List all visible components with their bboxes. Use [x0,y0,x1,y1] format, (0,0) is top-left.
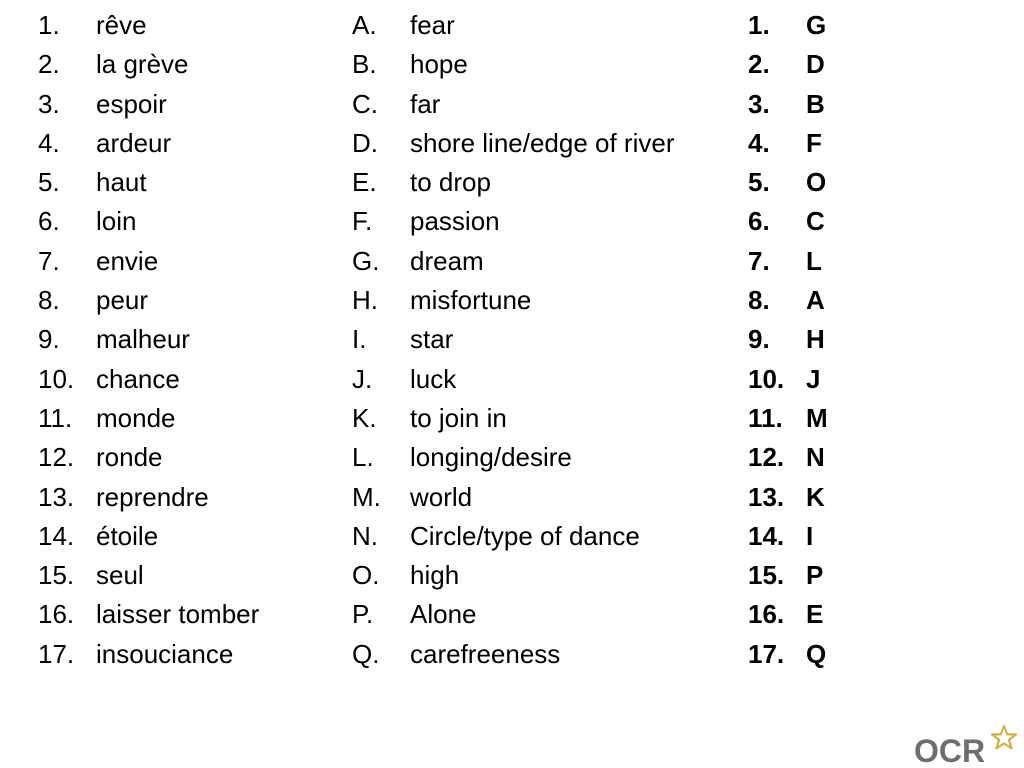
answer-item [748,85,868,124]
answer-item [748,635,868,674]
french-word-item [38,556,338,595]
french-word: rêve [96,10,147,40]
answer-letter: M [806,402,828,433]
item-letter: L. [352,442,374,473]
answer-item [748,438,868,477]
item-letter: J. [352,363,373,394]
english-meaning: star [410,324,454,355]
answer-number: 16. [748,599,785,630]
french-word: la grève [96,49,189,80]
french-word: chance [96,363,180,394]
item-number: 2. [38,49,60,80]
answer-letter: F [806,127,822,158]
answer-item [748,556,868,595]
english-meaning: longing/desire [410,442,572,473]
answer-item [748,124,868,163]
english-meaning: fear [410,10,455,40]
answer-number: 8. [748,285,770,316]
french-word-item [38,6,338,45]
english-meaning-item [352,281,732,320]
english-meaning: passion [410,206,500,237]
english-meaning-item [352,635,732,674]
item-number: 15. [38,560,75,591]
french-word: étoile [96,520,159,551]
answer-letter: A [806,285,825,316]
answer-item [748,360,868,399]
english-meaning: hope [410,49,468,80]
french-word: peur [96,285,149,316]
english-meaning-list [352,6,732,674]
answer-item [748,399,868,438]
french-word: espoir [96,88,167,119]
english-meaning: Alone [410,599,477,630]
answer-number: 2. [748,49,770,80]
answer-key-list [748,6,868,674]
answer-number: 3. [748,88,770,119]
english-meaning-item [352,45,732,84]
answer-letter: H [806,324,825,355]
answer-item [748,595,868,634]
english-meaning-item [352,242,732,281]
english-meaning-item [352,320,732,359]
item-number: 16. [38,599,75,630]
french-word-item [38,517,338,556]
french-word: seul [96,560,144,591]
item-letter: P. [352,599,374,630]
french-word: ronde [96,442,163,473]
item-number: 5. [38,167,60,198]
french-word-item [38,438,338,477]
answer-number: 13. [748,481,785,512]
english-meaning: high [410,560,460,591]
answer-item [748,45,868,84]
french-word: insouciance [96,638,234,669]
answer-number: 1. [748,10,770,40]
answer-letter: B [806,88,825,119]
item-number: 12. [38,442,75,473]
item-letter: Q. [352,638,380,669]
answer-letter: N [806,442,825,473]
item-number: 17. [38,638,75,669]
item-number: 8. [38,285,60,316]
english-meaning-item [352,399,732,438]
french-word-item [38,281,338,320]
answer-number: 12. [748,442,785,473]
item-number: 11. [38,402,73,433]
french-word: haut [96,167,147,198]
item-letter: E. [352,167,377,198]
answer-letter: J [806,363,821,394]
answer-item [748,163,868,202]
answer-letter: O [806,167,827,198]
answer-item [748,242,868,281]
answer-letter: I [806,520,814,551]
item-letter: F. [352,206,373,237]
ocr-star-icon [992,726,1016,748]
answer-number: 15. [748,560,785,591]
english-meaning-item [352,202,732,241]
item-number: 14. [38,520,75,551]
french-word-item [38,242,338,281]
answer-letter: E [806,599,824,630]
english-meaning: world [410,481,473,512]
item-number: 10. [38,363,75,394]
french-word: envie [96,245,159,276]
english-meaning-item [352,124,732,163]
english-meaning-item [352,438,732,477]
english-meaning: luck [410,363,457,394]
answer-letter: Q [806,638,827,669]
item-letter: K. [352,402,377,433]
french-word-item [38,635,338,674]
item-number: 6. [38,206,60,237]
item-letter: M. [352,481,381,512]
english-meaning-item [352,163,732,202]
answer-number: 6. [748,206,770,237]
item-letter: D. [352,127,378,158]
english-meaning: to join in [410,402,507,433]
answer-letter: P [806,560,824,591]
answer-letter: L [806,245,822,276]
item-number: 1. [38,10,60,40]
item-letter: G. [352,245,380,276]
item-letter: C. [352,88,378,119]
answer-number: 17. [748,638,785,669]
english-meaning-item [352,360,732,399]
answer-item [748,6,868,45]
english-meaning: dream [410,245,484,276]
english-meaning: to drop [410,167,491,198]
answer-item [748,320,868,359]
item-number: 13. [38,481,75,512]
english-meaning: shore line/edge of river [410,127,675,158]
answer-letter: D [806,49,825,80]
french-word-item [38,202,338,241]
french-word-item [38,45,338,84]
english-meaning: far [410,88,441,119]
french-word: monde [96,402,176,433]
item-number: 9. [38,324,60,355]
item-number: 3. [38,88,60,119]
french-word-item [38,595,338,634]
english-meaning: Circle/type of dance [410,520,640,551]
item-letter: B. [352,49,377,80]
french-word: laisser tomber [96,599,260,630]
french-word-item [38,320,338,359]
item-letter: H. [352,285,378,316]
answer-item [748,281,868,320]
answer-number: 4. [748,127,770,158]
answer-number: 14. [748,520,785,551]
answer-item [748,517,868,556]
english-meaning-item [352,6,732,45]
french-word-item [38,163,338,202]
answer-number: 5. [748,167,770,198]
french-word-item [38,478,338,517]
answer-number: 10. [748,363,785,394]
french-word-item [38,85,338,124]
item-letter: N. [352,520,378,551]
french-word-item [38,124,338,163]
answer-item [748,202,868,241]
french-word: malheur [96,324,190,355]
answer-letter: C [806,206,825,237]
ocr-logo-text: OCR [914,733,986,768]
item-letter: O. [352,560,380,591]
answer-number: 11. [748,402,783,433]
english-meaning-item [352,556,732,595]
french-word: ardeur [96,127,172,158]
answer-letter: K [806,481,825,512]
answer-number: 9. [748,324,770,355]
english-meaning-item [352,595,732,634]
item-letter: A. [352,10,377,40]
english-meaning-item [352,478,732,517]
english-meaning: misfortune [410,285,532,316]
item-number: 7. [38,245,60,276]
english-meaning: carefreeness [410,638,561,669]
french-word-item [38,399,338,438]
answer-letter: G [806,10,827,40]
english-meaning-item [352,85,732,124]
french-word-item [38,360,338,399]
answer-item [748,478,868,517]
french-word: reprendre [96,481,209,512]
french-word: loin [96,206,137,237]
item-number: 4. [38,127,60,158]
english-meaning-item [352,517,732,556]
answer-number: 7. [748,245,770,276]
item-letter: I. [352,324,367,355]
ocr-logo [912,724,1022,768]
french-word-list [38,6,338,674]
